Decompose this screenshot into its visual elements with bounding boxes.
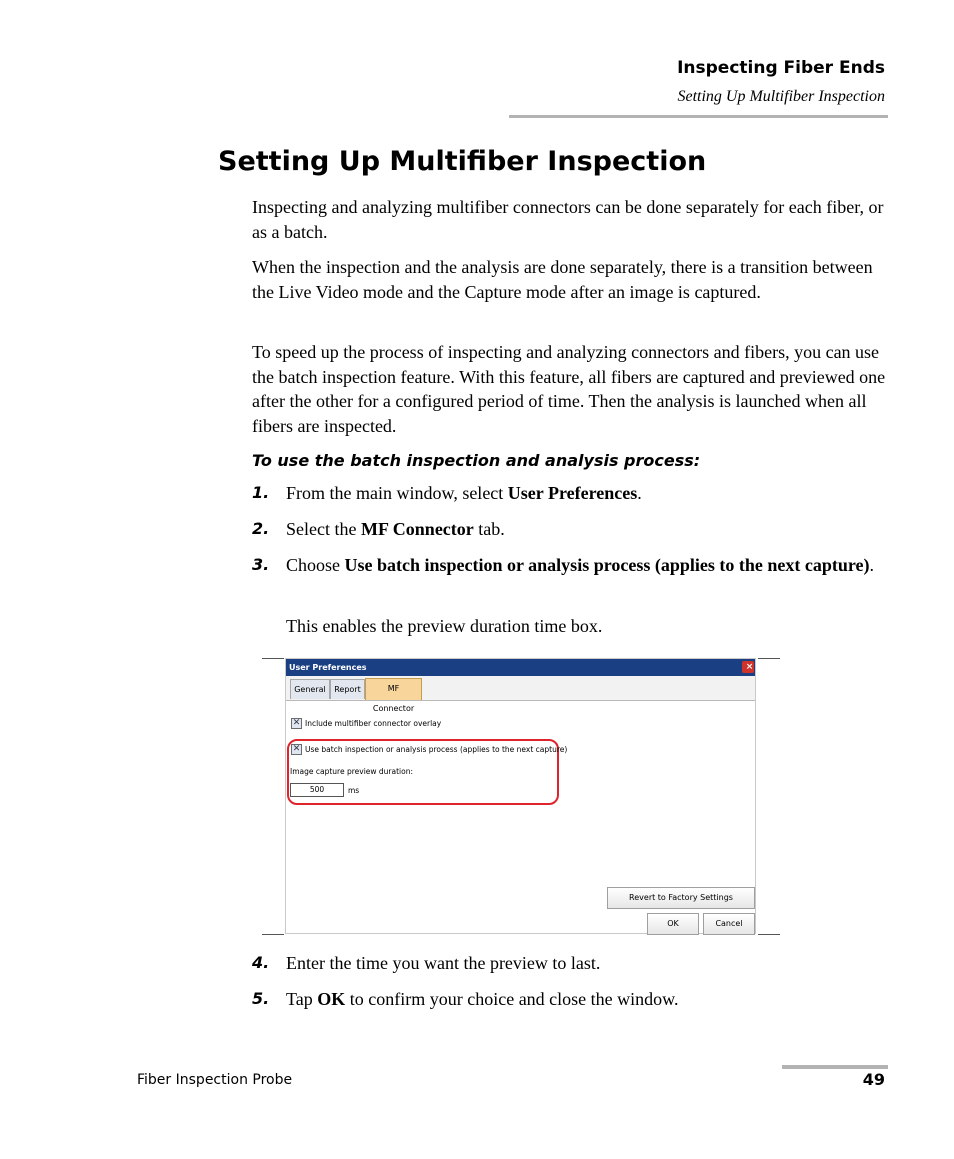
step-text-end: tab. <box>473 519 505 539</box>
step-text-end: to confirm your choice and close the window. <box>345 989 679 1009</box>
footer-rule <box>782 1065 888 1069</box>
ok-button[interactable]: OK <box>647 913 699 935</box>
intro-paragraph: Inspecting and analyzing multifiber connectors can be done separately for each fiber, or as a batch. <box>252 197 884 242</box>
step-text: Choose <box>286 555 345 575</box>
mf-connector-panel <box>286 701 755 935</box>
step-3-note: This enables the preview duration time box. <box>286 616 603 636</box>
step-number: 2. <box>252 519 270 538</box>
step-3 <box>252 553 875 643</box>
step-number: 4. <box>252 953 270 972</box>
step-text-end: . <box>637 483 642 503</box>
crop-mark <box>758 658 780 659</box>
cancel-button[interactable]: Cancel <box>703 913 755 935</box>
step-text: Select the <box>286 519 361 539</box>
dialog-title: User Preferences <box>289 663 367 672</box>
batch-checkbox-label: Use batch inspection or analysis process (applies to the next capture) <box>305 745 568 754</box>
close-icon[interactable]: × <box>742 661 754 673</box>
running-header-chapter: Inspecting Fiber Ends <box>677 58 885 78</box>
crop-mark <box>758 934 780 935</box>
overlay-checkbox[interactable]: ✕ <box>292 718 301 728</box>
step-ui-term: OK <box>317 989 346 1009</box>
separate-mode-paragraph: When the inspection and the analysis are done separately, there is a transition between the Live Video mode and the Capture mode after an image is captured. <box>252 257 873 302</box>
step-text: Enter the time you want the preview to last. <box>286 953 601 973</box>
tab-strip <box>286 676 755 713</box>
page-title: Setting Up Multifiber Inspection <box>218 146 707 177</box>
dialog-titlebar <box>286 659 755 676</box>
tab-report[interactable]: Report <box>330 679 365 699</box>
step-ui-term: User Preferences <box>507 483 638 503</box>
step-ui-term: MF Connector <box>360 519 474 539</box>
step-text-end: . <box>869 555 875 575</box>
crop-mark <box>262 934 284 935</box>
step-number: 5. <box>252 989 270 1008</box>
step-ui-term: Use batch inspection or analysis process (applies to the next capture) <box>344 555 870 575</box>
tab-general[interactable]: General <box>290 679 330 699</box>
batch-checkbox[interactable]: ✕ <box>292 744 301 754</box>
step-number: 3. <box>252 555 270 574</box>
tab-mf-connector[interactable]: MF Connector <box>365 678 422 700</box>
user-preferences-dialog <box>285 658 756 934</box>
overlay-checkbox-label: Include multifiber connector overlay <box>305 719 442 728</box>
running-header-section: Setting Up Multifiber Inspection <box>677 88 885 105</box>
revert-factory-settings-button[interactable]: Revert to Factory Settings <box>607 887 755 909</box>
page-number: 49 <box>862 1070 885 1089</box>
procedure-title: To use the batch inspection and analysis process: <box>252 451 701 470</box>
duration-unit: ms <box>348 786 360 795</box>
user-preferences-screenshot <box>262 658 782 936</box>
duration-label: Image capture preview duration: <box>290 767 413 776</box>
batch-feature-paragraph: To speed up the process of inspecting and analyzing connectors and fibers, you can use the batch inspection feature. With this feature, all fibers are captured and previewed one after the other for a configured period of time. Then the analysis is launched when all fibers are inspected. <box>252 342 886 436</box>
crop-mark <box>262 658 284 659</box>
header-rule <box>509 115 888 118</box>
step-text: From the main window, select <box>286 483 508 503</box>
step-number: 1. <box>252 483 270 502</box>
duration-input[interactable]: 500 <box>290 783 344 797</box>
footer-product-name: Fiber Inspection Probe <box>137 1072 293 1088</box>
step-text: Tap <box>286 989 318 1009</box>
